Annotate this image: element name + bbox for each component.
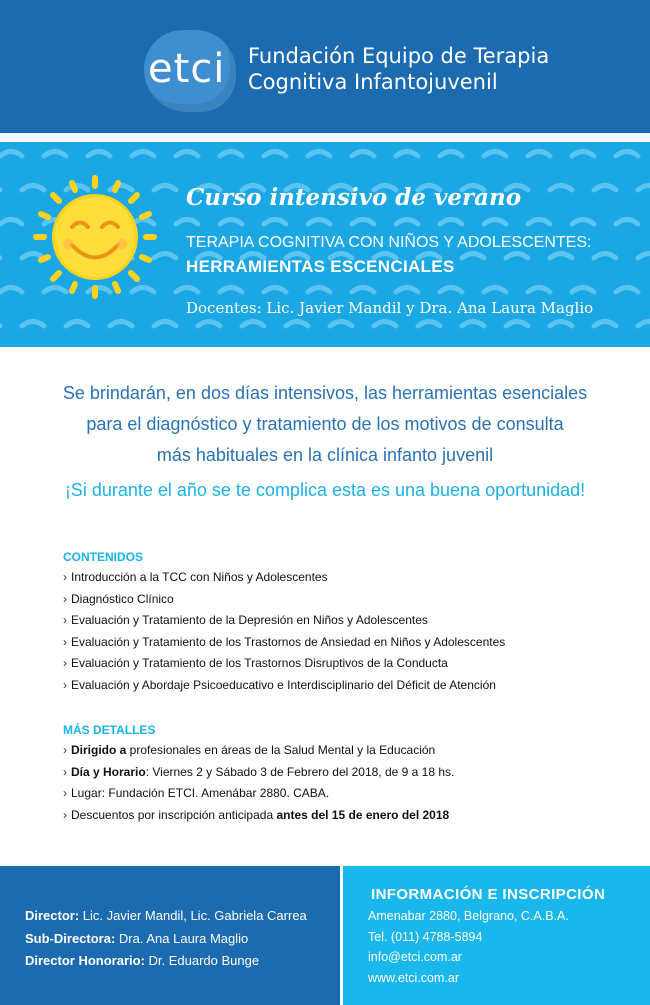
list-item: › Dirigido a profesionales en áreas de la Salud Mental y la Educación xyxy=(63,743,436,757)
course-banner xyxy=(0,142,650,347)
course-title: Curso intensivo de verano xyxy=(186,184,522,211)
intro-line3: más habituales en la clínica infanto juvenil xyxy=(156,445,494,465)
bullet-icon: › xyxy=(63,677,67,692)
bullet-icon: › xyxy=(63,786,67,801)
course-teachers: Docentes: Lic. Javier Mandil y Dra. Ana Laura Maglio xyxy=(186,299,594,317)
contents-list xyxy=(63,567,505,697)
bullet-icon: › xyxy=(63,570,67,584)
logo-text: etci xyxy=(148,46,226,92)
organization-name xyxy=(248,43,549,95)
info-title: INFORMACIÓN E INSCRIPCIÓN xyxy=(371,886,606,903)
intro-line1: Se brindarán, en dos días intensivos, las herramientas esenciales xyxy=(62,383,588,403)
list-item: › Diagnóstico Clínico xyxy=(63,591,174,606)
wave-line xyxy=(0,152,650,157)
bullet-icon: › xyxy=(63,591,67,606)
address-text: Amenabar 2880, Belgrano, C.A.B.A. xyxy=(368,909,569,923)
bullet-icon: › xyxy=(63,743,67,757)
website-link[interactable]: www.etci.com.ar xyxy=(368,970,459,985)
list-item: › Introducción a la TCC con Niños y Adolescentes xyxy=(63,570,328,584)
list-item: › Día y Horario: Viernes 2 y Sábado 3 de Febrero del 2018, de 9 a 18 hs. xyxy=(63,764,455,779)
course-subtitle-line2: HERRAMIENTAS ESCENCIALES xyxy=(186,257,455,276)
org-name-line1: Fundación Equipo de Terapia xyxy=(248,44,550,68)
list-item: › Evaluación y Tratamiento de los Trastornos de Ansiedad en Niños y Adolescentes xyxy=(63,634,506,649)
details-title: MÁS DETALLES xyxy=(63,723,156,737)
bullet-icon: › xyxy=(63,764,67,779)
bullet-icon: › xyxy=(63,656,67,671)
intro-line2: para el diagnóstico y tratamiento de los motivos de consulta xyxy=(86,414,564,434)
header xyxy=(0,0,650,133)
staff-list xyxy=(25,905,307,973)
course-subtitle-line1: TERAPIA COGNITIVA CON NIÑOS Y ADOLESCENTES: xyxy=(186,234,592,251)
honorary-director-line: Director Honorario: Dr. Eduardo Bunge xyxy=(25,953,260,968)
org-name-line2: Cognitiva Infantojuvenil xyxy=(248,70,498,94)
smiling-sun-icon xyxy=(30,172,160,302)
intro-text xyxy=(0,378,650,471)
wave-line xyxy=(0,322,650,327)
bullet-icon: › xyxy=(63,634,67,649)
bullet-icon: › xyxy=(63,613,67,628)
bullet-icon: › xyxy=(63,807,67,822)
list-item: › Evaluación y Tratamiento de los Trastornos Disruptivos de la Conducta xyxy=(63,656,448,671)
list-item: › Descuentos por inscripción anticipada antes del 15 de enero del 2018 xyxy=(63,807,450,822)
contents-title: CONTENIDOS xyxy=(63,550,144,564)
list-item: › Evaluación y Tratamiento de la Depresión en Niños y Adolescentes xyxy=(63,613,428,628)
phone-text: Tel. (011) 4788-5894 xyxy=(368,929,483,944)
list-item: › Evaluación y Abordaje Psicoeducativo e Interdisciplinario del Déficit de Atención xyxy=(63,677,496,692)
email-link[interactable]: info@etci.com.ar xyxy=(368,950,462,965)
highlight-text: ¡Si durante el año se te complica esta es una buena oportunidad! xyxy=(64,480,586,500)
header-divider xyxy=(0,133,650,142)
list-item: › Lugar: Fundación ETCI. Amenábar 2880. CABA. xyxy=(63,786,330,801)
details-list xyxy=(63,740,454,826)
contact-info xyxy=(368,906,569,988)
subdirector-line: Sub-Directora: Dra. Ana Laura Maglio xyxy=(25,930,249,946)
director-line: Director: Lic. Javier Mandil, Lic. Gabriela Carrea xyxy=(25,908,307,923)
